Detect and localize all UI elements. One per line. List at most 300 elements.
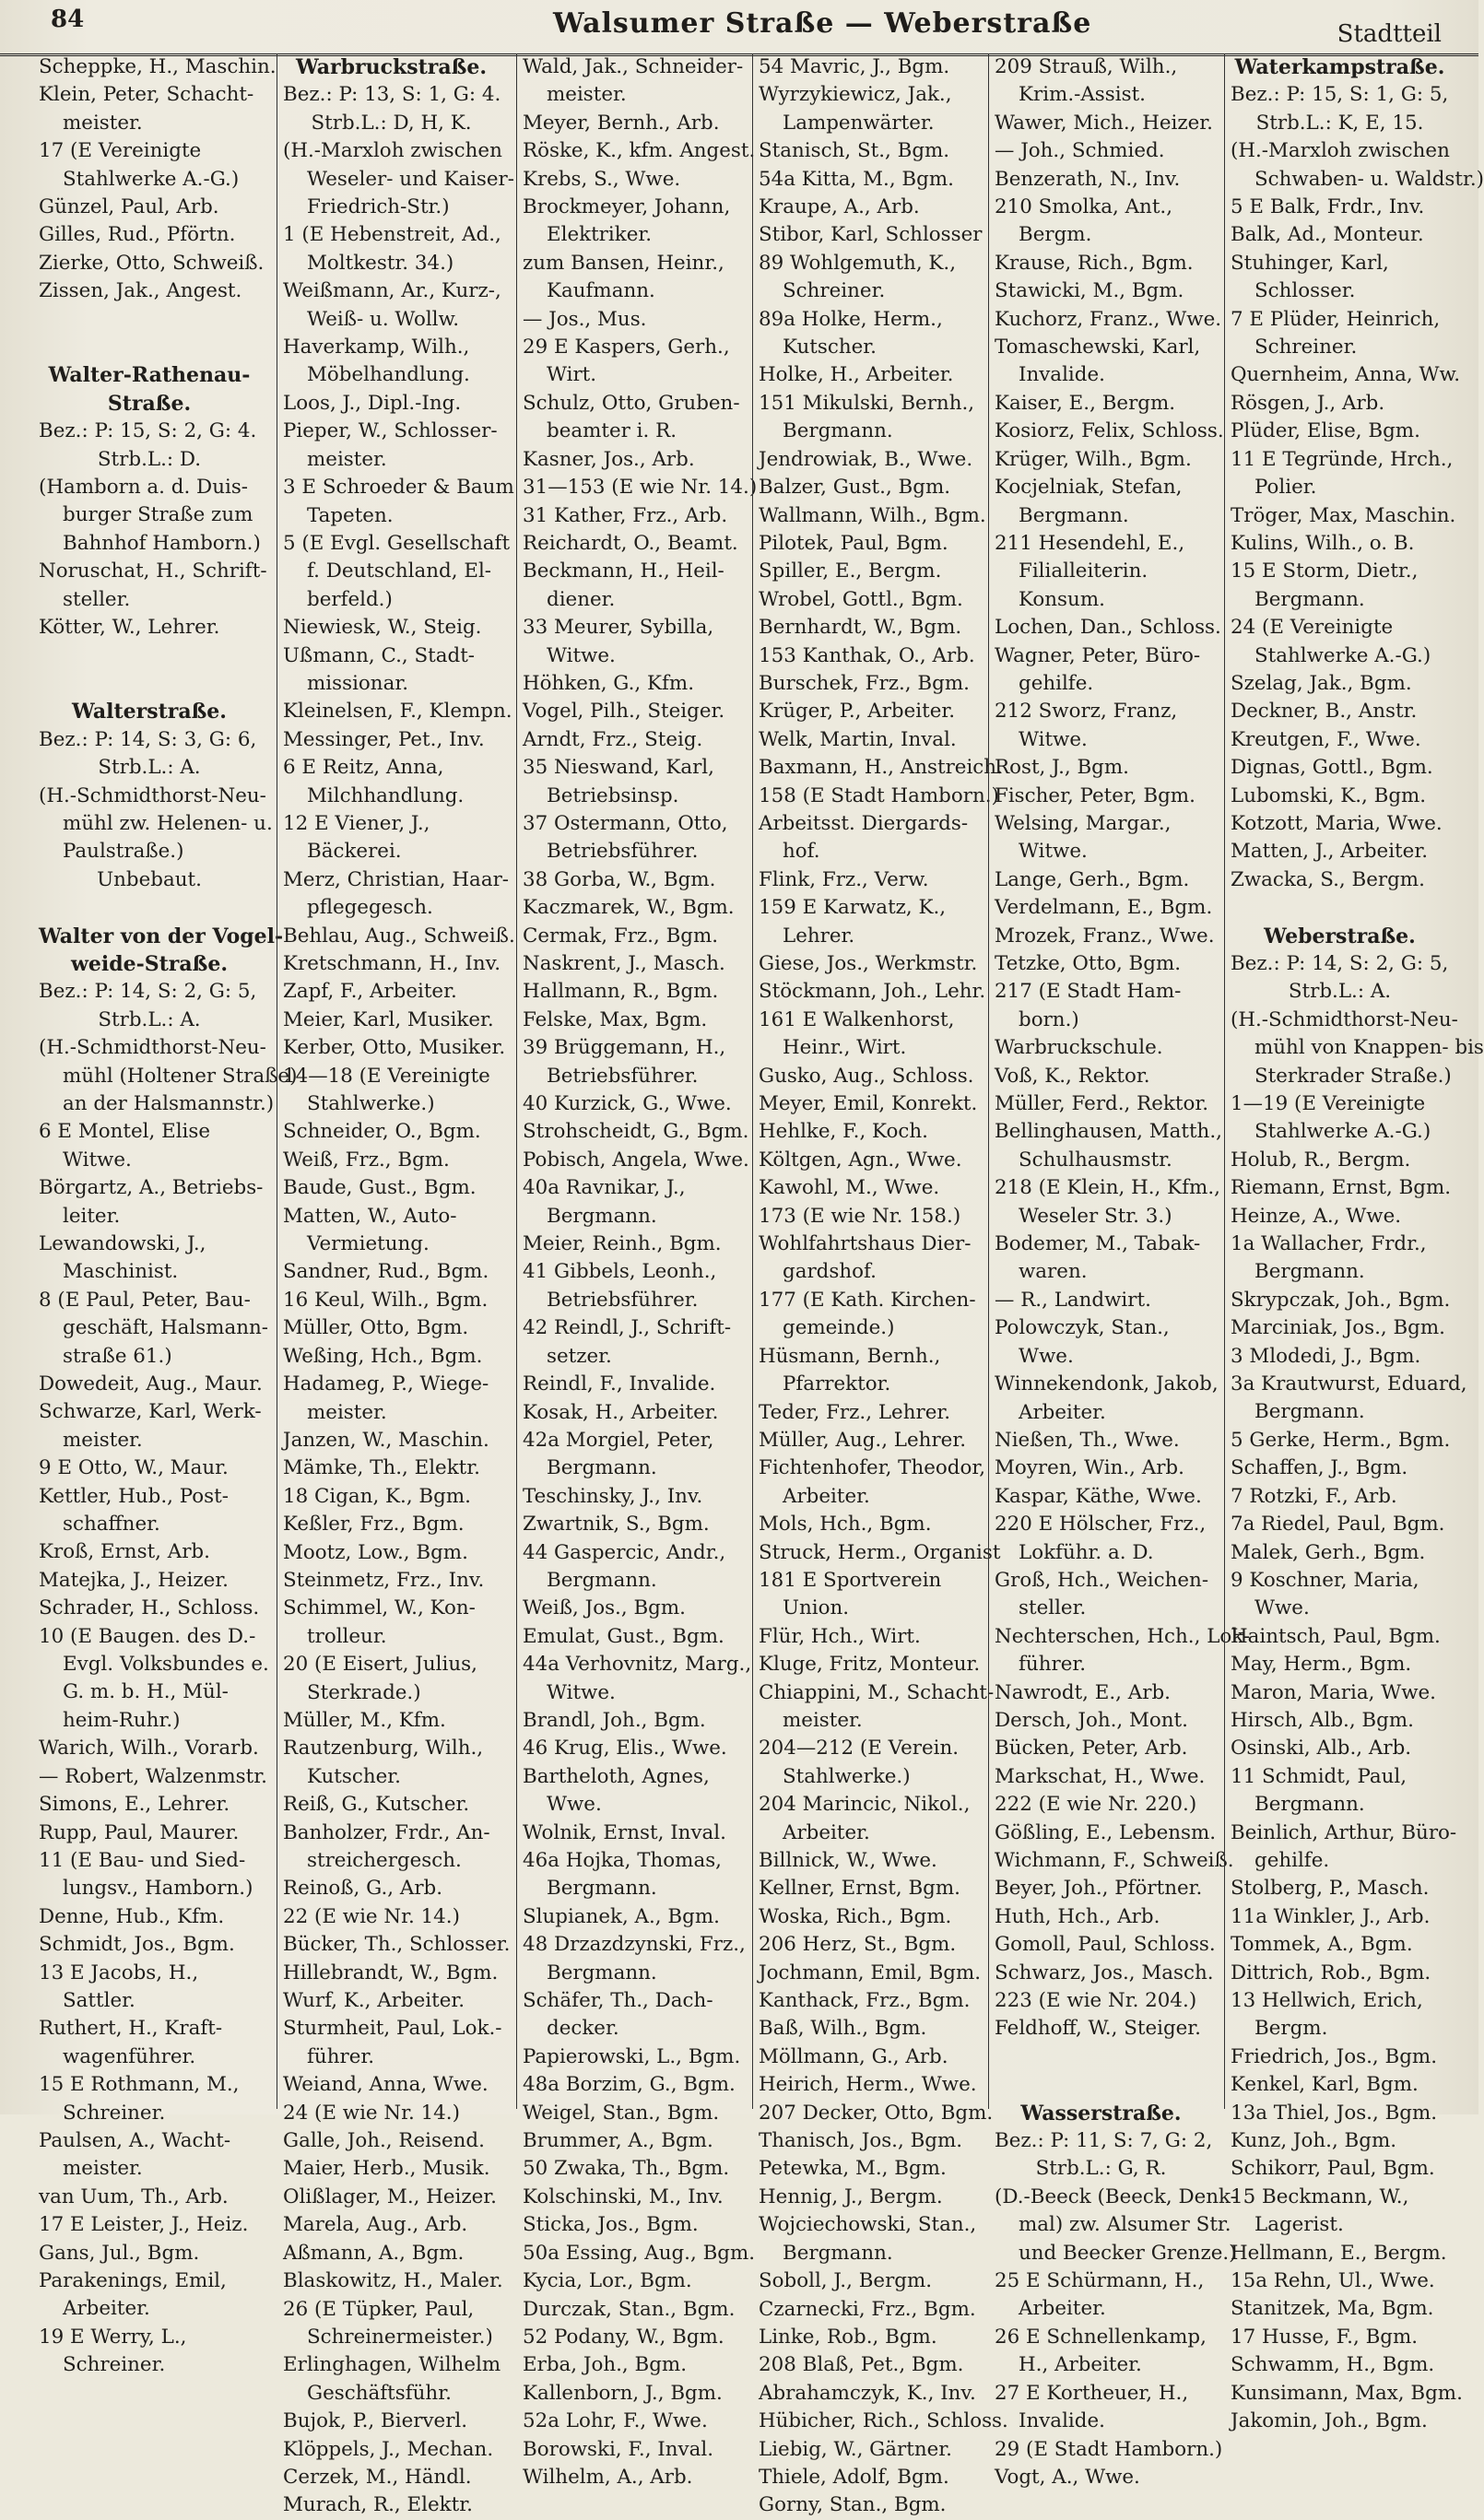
entry-line: Witwe. [63, 1148, 132, 1172]
entry-line: Reinoß, G., Arb. [283, 1877, 443, 1901]
entry-line: 3 Mlodedi, J., Bgm. [1231, 1344, 1421, 1368]
entry-line: Markschat, H., Wwe. [995, 1764, 1206, 1788]
entry-line: Teschinsky, J., Inv. [523, 1484, 703, 1508]
entry-line: Bodemer, M., Tabak- [995, 1232, 1201, 1256]
entry-line: mühl zw. Helenen- u. [63, 811, 273, 835]
entry-line: Weiß, Jos., Bgm. [523, 1596, 686, 1620]
entry-line: straße 61.) [63, 1344, 172, 1368]
entry-line: Woska, Rich., Bgm. [759, 1904, 952, 1928]
entry-line: Schmidt, Jos., Bgm. [39, 1933, 235, 1957]
entry-line: Költgen, Agn., Wwe. [759, 1148, 962, 1172]
entry-line: Bahnhof Hamborn.) [63, 531, 261, 555]
entry-line: Hübicher, Rich., Schloss. [759, 2409, 1008, 2433]
entry-line: (Hamborn a. d. Duis- [39, 476, 249, 500]
entry-line: Bartheloth, Agnes, [523, 1764, 710, 1788]
column-1 [33, 53, 298, 2377]
entry-line: Rupp, Paul, Maurer. [39, 1820, 240, 1844]
spacer [39, 306, 277, 334]
entry-line: Kasner, Jos., Arb. [523, 447, 695, 471]
entry-line: meister. [783, 1708, 863, 1732]
entry-line: Simons, E., Lehrer. [39, 1793, 230, 1817]
entry-line: Dersch, Joh., Mont. [995, 1708, 1188, 1732]
entry-line: Weigel, Stan., Bgm. [523, 2101, 720, 2125]
entry-line: Kaiser, E., Bergm. [995, 391, 1176, 415]
entry-line: Nechterschen, Hch., Lok- [995, 1624, 1251, 1648]
entry-line: Jochmann, Emil, Bgm. [759, 1961, 982, 1984]
entry-line: 10 (E Baugen. des D.- [39, 1624, 256, 1648]
entry-line: Bergmann. [1019, 503, 1129, 527]
entry-line: Baude, Gust., Bgm. [283, 1176, 477, 1200]
entry-line: 44 Gaspercic, Andr., [523, 1540, 726, 1564]
entry-line: 7 E Plüder, Heinrich, [1231, 307, 1441, 331]
entry-line: Kuchorz, Franz., Wwe. [995, 307, 1222, 331]
entry-line: (D.-Beeck (Beeck, Denk- [995, 2184, 1237, 2208]
entry-line: Kallenborn, J., Bgm. [523, 2381, 723, 2405]
entry-line: (H.-Marxloh zwischen [283, 139, 502, 163]
entry-line: 17 (E Vereinigte [39, 139, 202, 163]
entry-line: Verdelmann, E., Bgm. [995, 896, 1213, 920]
entry-line: Haverkamp, Wilh., [283, 336, 470, 359]
entry-line: Olißlager, M., Heizer. [283, 2184, 497, 2208]
entry-line: Friedrich, Jos., Bgm. [1231, 2044, 1438, 2068]
entry-line: Scheppke, H., Maschin. [39, 55, 277, 78]
entry-line: Bez.: P: 13, S: 1, G: 4. [283, 83, 501, 107]
entry-line: Aßmann, A., Bgm. [283, 2241, 465, 2265]
entry-line: Schlosser. [1254, 279, 1356, 303]
entry-line: Invalide. [1019, 363, 1105, 387]
entry-line: 208 Blaß, Pet., Bgm. [759, 2353, 964, 2377]
entry-line: Lokführ. a. D. [1019, 1540, 1154, 1564]
entry-line: 1a Wallacher, Frdr., [1231, 1232, 1427, 1256]
entry-line: Röske, K., kfm. Angest. [523, 139, 756, 163]
entry-line: Schneider, O., Bgm. [283, 1120, 481, 1144]
entry-line: 29 E Kaspers, Gerh., [523, 336, 730, 359]
entry-line: setzer. [547, 1344, 612, 1368]
entry-line: leiter. [63, 1204, 121, 1228]
entry-line: Bergmann. [547, 1961, 657, 1984]
entry-line: Haintsch, Paul, Bgm. [1231, 1624, 1441, 1648]
entry-line: 24 (E Vereinigte [1231, 616, 1394, 640]
entry-line: Schaffen, J., Bgm. [1231, 1456, 1408, 1480]
entry-line: Gilles, Rud., Pförtn. [39, 223, 236, 247]
entry-line: 9 Koschner, Maria, [1231, 1568, 1419, 1592]
entry-line: Geschäftsführ. [307, 2381, 452, 2405]
entry-line: Lewandowski, J., [39, 1231, 206, 1255]
entry-line: Sterkrader Straße.) [1254, 1064, 1452, 1088]
entry-line: Strb.L.: A. [1288, 980, 1392, 1004]
entry-line: Höhken, G., Kfm. [523, 671, 695, 695]
entry-line: Riemann, Ernst, Bgm. [1231, 1176, 1452, 1200]
entry-line: 11 Schmidt, Paul, [1231, 1764, 1407, 1788]
entry-line: 3 E Schroeder & Baum [283, 476, 514, 500]
entry-line: Naskrent, J., Masch. [523, 952, 725, 975]
entry-line: Krüger, Wilh., Bgm. [995, 447, 1192, 471]
entry-line: Thanisch, Jos., Bgm. [759, 2129, 963, 2153]
entry-line: Voß, K., Rektor. [995, 1064, 1150, 1088]
entry-line: — Jos., Mus. [523, 307, 647, 331]
entry-line: Kosak, H., Arbeiter. [523, 1400, 719, 1424]
entry-line: Brummer, A., Bgm. [523, 2129, 713, 2153]
entry-line: Bücken, Peter, Arb. [995, 1737, 1188, 1760]
entry-line: Sandner, Rud., Bgm. [283, 1260, 489, 1284]
entry-line: Schwamm, H., Bgm. [1231, 2353, 1435, 2377]
entry-line: Erba, Joh., Bgm. [523, 2353, 688, 2377]
entry-line: Wald, Jak., Schneider- [523, 55, 744, 78]
column-2 [277, 53, 516, 2517]
entry-line: Wurf, K., Arbeiter. [283, 1989, 465, 2013]
entry-line: 223 (E wie Nr. 204.) [995, 1989, 1197, 2013]
entry-line: Bujok, P., Bierverl. [283, 2409, 468, 2433]
entry-line: Müller, Otto, Bgm. [283, 1316, 469, 1340]
entry-line: Messinger, Pet., Inv. [283, 727, 485, 751]
entry-line: gehilfe. [1254, 1848, 1330, 1872]
entry-line: Konsum. [1019, 587, 1105, 611]
entry-line: Schwarz, Jos., Masch. [995, 1961, 1214, 1984]
entry-line: Schimmel, W., Kon- [283, 1596, 476, 1620]
entry-line: Kosiorz, Felix, Schloss. [995, 419, 1224, 443]
entry-line: 89 Wohlgemuth, K., [759, 251, 957, 275]
entry-line: 27 E Kortheuer, H., [995, 2381, 1189, 2405]
entry-line: Kraupe, A., Arb. [759, 195, 920, 219]
entry-line: Krause, Rich., Bgm. [995, 251, 1194, 275]
entry-line: 54 Mavric, J., Bgm. [759, 55, 950, 78]
spacer [995, 2043, 1224, 2071]
entry-line: Tomaschewski, Karl, [995, 336, 1201, 359]
entry-line: Tetzke, Otto, Bgm. [995, 952, 1182, 975]
entry-line: 12 E Viener, J., [283, 811, 430, 835]
entry-line: gardshof. [783, 1260, 877, 1284]
entry-line: Moyren, Win., Arb. [995, 1456, 1184, 1480]
entry-line: Kaufmann. [547, 279, 655, 303]
entry-line: Brockmeyer, Johann, [523, 195, 731, 219]
entry-line: Heinr., Wirt. [783, 1036, 907, 1060]
entry-line: Malek, Gerh., Bgm. [1231, 1540, 1426, 1564]
entry-line: Dittrich, Rob., Bgm. [1231, 1961, 1431, 1984]
entry-line: 48a Borzim, G., Bgm. [523, 2073, 736, 2097]
entry-line: 9 E Otto, W., Maur. [39, 1456, 229, 1480]
entry-line: 15 E Rothmann, M., [39, 2073, 240, 2097]
entry-line: Kötter, W., Lehrer. [39, 616, 220, 640]
entry-line: 5 (E Evgl. Gesellschaft [283, 531, 511, 555]
entry-line: Hirsch, Alb., Bgm. [1231, 1708, 1414, 1732]
entry-line: 39 Brüggemann, H., [523, 1036, 726, 1060]
entry-line: Kreutgen, F., Wwe. [1231, 727, 1421, 751]
entry-line: Bücker, Th., Schlosser. [283, 1933, 511, 1957]
entry-line: 159 E Karwatz, K., [759, 896, 947, 920]
entry-line: 7 Rotzki, F., Arb. [1231, 1484, 1397, 1508]
entry-line: 13a Thiel, Jos., Bgm. [1231, 2101, 1438, 2125]
entry-line: Meyer, Emil, Konrekt. [759, 1092, 978, 1116]
entry-line: Hehlke, F., Koch. [759, 1120, 928, 1144]
entry-line: Kotzott, Maria, Wwe. [1231, 811, 1443, 835]
entry-line: Sterkrade.) [307, 1680, 421, 1704]
entry-line: Struck, Herm., Organist [759, 1540, 1001, 1564]
entry-line: Wirt. [547, 363, 597, 387]
entry-line: Flink, Frz., Verw. [759, 867, 929, 891]
entry-line: meister. [307, 447, 387, 471]
entry-line: Elektriker. [547, 223, 653, 247]
entry-line: Stahlwerke.) [783, 1764, 911, 1788]
entry-line: Zapf, F., Arbeiter. [283, 980, 457, 1004]
entry-line: Bergmann. [783, 2241, 893, 2265]
entry-line: Betriebsführer. [547, 1288, 699, 1312]
entry-line: Brandl, Joh., Bgm. [523, 1708, 706, 1732]
entry-line: 13 E Jacobs, H., [39, 1961, 199, 1984]
entry-line: Bergmann. [1254, 1260, 1365, 1284]
entry-line: Marciniak, Jos., Bgm. [1231, 1316, 1445, 1340]
entry-line: meister. [307, 1400, 387, 1424]
entry-line: Szelag, Jak., Bgm. [1231, 671, 1412, 695]
entry-line: Müller, Ferd., Rektor. [995, 1092, 1209, 1116]
entry-line: mühl (Holtener Straße) [63, 1064, 298, 1088]
entry-line: Flür, Hch., Wirt. [759, 1624, 921, 1648]
entry-line: 11 E Tegründe, Hrch., [1231, 447, 1454, 471]
entry-line: 17 Husse, F., Bgm. [1231, 2325, 1419, 2349]
entry-line: Pilotek, Paul, Bgm. [759, 531, 948, 555]
entry-line: Kunsimann, Max, Bgm. [1231, 2381, 1463, 2405]
entry-line: 206 Herz, St., Bgm. [759, 1933, 957, 1957]
entry-line: hof. [783, 840, 820, 864]
entry-line: Dowedeit, Aug., Maur. [39, 1372, 263, 1396]
entry-line: gemeinde.) [783, 1316, 895, 1340]
entry-line: 173 (E wie Nr. 158.) [759, 1204, 961, 1228]
entry-line: Gößling, E., Lebensm. [995, 1820, 1217, 1844]
entry-line: 48 Drzazdzynski, Frz., [523, 1933, 746, 1957]
entry-line: f. Deutschland, El- [307, 559, 492, 583]
entry-line: Borowski, F., Inval. [523, 2437, 714, 2461]
entry-line: May, Herm., Bgm. [1231, 1653, 1412, 1677]
entry-line: Evgl. Volksbundes e. [63, 1653, 269, 1677]
entry-line: 16 Keul, Wilh., Bgm. [283, 1288, 489, 1312]
entry-line: Stahlwerke.) [307, 1092, 435, 1116]
entry-line: Hadameg, P., Wiege- [283, 1372, 489, 1396]
entry-line: — Robert, Walzenmstr. [39, 1764, 267, 1788]
entry-line: Schreiner. [63, 2353, 166, 2377]
entry-line: Beckmann, H., Heil- [523, 559, 724, 583]
entry-line: waren. [1019, 1260, 1088, 1284]
entry-line: Nawrodt, E., Arb. [995, 1680, 1171, 1704]
page-title: Walsumer Straße — Weberstraße [553, 7, 1092, 40]
entry-line: Soboll, J., Bergm. [759, 2269, 933, 2293]
entry-line: 5 E Balk, Frdr., Inv. [1231, 195, 1425, 219]
entry-line: an der Halsmannstr.) [63, 1091, 275, 1115]
entry-line: 210 Smolka, Ant., [995, 195, 1173, 219]
entry-line: Kocjelniak, Stefan, [995, 476, 1183, 500]
entry-line: 11a Winkler, J., Arb. [1231, 1904, 1431, 1928]
entry-line: Moltkestr. 34.) [307, 251, 454, 275]
entry-line: Lange, Gerh., Bgm. [995, 867, 1190, 891]
entry-line: 204—212 (E Verein. [759, 1737, 960, 1760]
entry-line: 29 (E Stadt Hamborn.) [995, 2437, 1223, 2461]
entry-line: Beyer, Joh., Pförtner. [995, 1877, 1203, 1901]
entry-line: Balk, Ad., Monteur. [1231, 223, 1424, 247]
spacer [1231, 894, 1466, 922]
entry-line: Deckner, B., Anstr. [1231, 700, 1418, 724]
entry-line: Schrader, H., Schloss. [39, 1596, 260, 1620]
entry-line: Kluge, Fritz, Monteur. [759, 1653, 981, 1677]
entry-line: Niewiesk, W., Steig. [283, 616, 482, 640]
entry-line: Zwacka, S., Bergm. [1231, 867, 1425, 891]
entry-line: Dignas, Gottl., Bgm. [1231, 756, 1433, 780]
street-heading: Walter-Rathenau- [48, 363, 251, 388]
entry-line: 19 E Werry, L., [39, 2325, 187, 2349]
entry-line: Janzen, W., Maschin. [283, 1428, 489, 1452]
entry-line: 204 Marincic, Nikol., [759, 1793, 971, 1817]
entry-line: Schwarze, Karl, Werk- [39, 1400, 262, 1424]
entry-line: Stahlwerke A.-G.) [1254, 1120, 1431, 1144]
entry-line: Plüder, Elise, Bgm. [1231, 419, 1420, 443]
entry-line: Warbruckschule. [995, 1036, 1163, 1060]
entry-line: 20 (E Eisert, Julius, [283, 1653, 477, 1677]
entry-line: Vogel, Pilh., Steiger. [523, 700, 725, 724]
entry-line: Merz, Christian, Haar- [283, 867, 510, 891]
entry-line: Kretschmann, H., Inv. [283, 952, 501, 975]
entry-line: — Joh., Schmied. [995, 139, 1165, 163]
spacer [39, 334, 277, 361]
entry-line: Hillebrandt, W., Bgm. [283, 1961, 499, 1984]
entry-line: Müller, Aug., Lehrer. [759, 1428, 967, 1452]
entry-line: 15a Rehn, Ul., Wwe. [1231, 2269, 1435, 2293]
entry-line: Jakomin, Joh., Bgm. [1231, 2409, 1428, 2433]
entry-line: Holub, R., Bergm. [1231, 1148, 1411, 1172]
entry-line: 18 Cigan, K., Bgm. [283, 1484, 471, 1508]
entry-line: Weiß- u. Wollw. [307, 307, 460, 331]
entry-line: 1 (E Hebenstreit, Ad., [283, 223, 501, 247]
entry-line: Linke, Rob., Bgm. [759, 2325, 937, 2349]
entry-line: Kutscher. [307, 1764, 401, 1788]
entry-line: Cerzek, M., Händl. [283, 2465, 472, 2489]
entry-line: Meier, Reinh., Bgm. [523, 1232, 722, 1256]
entry-line: Klöppels, J., Mechan. [283, 2437, 494, 2461]
entry-line: Bergm. [1019, 223, 1092, 247]
page-number: 84 [51, 6, 85, 33]
entry-line: 44a Verhovnitz, Marg., [523, 1653, 752, 1677]
entry-line: Vermietung. [307, 1232, 430, 1256]
entry-line: Billnick, W., Wwe. [759, 1849, 937, 1872]
entry-line: Bergmann. [547, 1456, 657, 1480]
entry-line: Matejka, J., Heizer. [39, 1568, 229, 1592]
entry-line: Jendrowiak, B., Wwe. [759, 447, 973, 471]
entry-line: Tröger, Max, Maschin. [1231, 503, 1456, 527]
entry-line: Rost, J., Bgm. [995, 756, 1129, 780]
entry-line: Wagner, Peter, Büro- [995, 643, 1201, 667]
street-heading: Wasserstraße. [1020, 2101, 1182, 2126]
entry-line: Möbelhandlung. [307, 363, 470, 387]
entry-line: Osinski, Alb., Arb. [1231, 1737, 1412, 1760]
entry-line: Zissen, Jak., Angest. [39, 279, 242, 303]
entry-line: 24 (E wie Nr. 14.) [283, 2101, 460, 2125]
entry-line: Stöckmann, Joh., Lehr. [759, 980, 986, 1004]
entry-line: Ußmann, C., Stadt- [283, 643, 476, 667]
entry-line: Strb.L.: G, R. [1035, 2157, 1167, 2181]
entry-line: Tapeten. [307, 503, 394, 527]
entry-line: Schreiner. [783, 279, 886, 303]
entry-line: Wwe. [1019, 1344, 1074, 1368]
page-header [0, 0, 1478, 56]
entry-line: 40 Kurzick, G., Wwe. [523, 1092, 732, 1116]
entry-line: Hallmann, R., Bgm. [523, 980, 719, 1004]
entry-line: Erlinghagen, Wilhelm [283, 2353, 501, 2377]
entry-line: Strohscheidt, G., Bgm. [523, 1120, 749, 1144]
entry-line: Paulstraße.) [63, 840, 184, 864]
entry-line: Stawicki, M., Bgm. [995, 279, 1184, 303]
entry-line: und Beecker Grenze.) [1019, 2241, 1237, 2265]
entry-line: Witwe. [547, 1680, 616, 1704]
entry-line: Müller, M., Kfm. [283, 1708, 446, 1732]
entry-line: Rautzenburg, Wilh., [283, 1737, 484, 1760]
entry-line: Galle, Joh., Reisend. [283, 2129, 485, 2153]
entry-line: Denne, Hub., Kfm. [39, 1904, 225, 1928]
entry-line: Wrobel, Gottl., Bgm. [759, 587, 963, 611]
entry-line: beamter i. R. [547, 419, 677, 443]
entry-line: Giese, Jos., Werkmstr. [759, 952, 978, 975]
entry-line: Betriebsinsp. [547, 783, 679, 807]
entry-line: Tommek, A., Bgm. [1231, 1933, 1413, 1957]
entry-line: Krüger, P., Arbeiter. [759, 700, 956, 724]
entry-line: Ruthert, H., Kraft- [39, 2017, 223, 2041]
entry-line: Arbeitsst. Diergards- [759, 811, 969, 835]
entry-line: 209 Strauß, Wilh., [995, 55, 1178, 78]
entry-line: 46a Hojka, Thomas, [523, 1849, 722, 1872]
entry-line: Heirich, Herm., Wwe. [759, 2073, 977, 2097]
entry-line: Unbebaut. [97, 867, 202, 891]
entry-line: 26 E Schnellenkamp, [995, 2325, 1207, 2349]
entry-line: Lehrer. [783, 924, 855, 948]
entry-line: Murach, R., Elektr. [283, 2493, 473, 2517]
entry-line: Stahlwerke A.-G.) [63, 167, 240, 191]
entry-line: Maschinist. [63, 1260, 179, 1284]
entry-line: (H.-Marxloh zwischen [1231, 139, 1450, 163]
entry-line: Bez.: P: 11, S: 7, G: 2, [995, 2129, 1213, 2153]
entry-line: Stanisch, St., Bgm. [759, 139, 950, 163]
entry-line: steller. [63, 587, 131, 611]
entry-line: Kanthack, Frz., Bgm. [759, 1989, 971, 2013]
entry-line: Friedrich-Str.) [307, 195, 450, 219]
entry-line: Teder, Frz., Lehrer. [759, 1400, 951, 1424]
entry-line: G. m. b. H., Mül- [63, 1680, 229, 1704]
entry-line: Polier. [1254, 476, 1317, 500]
entry-line: Wohlfahrtshaus Dier- [759, 1232, 972, 1256]
entry-line: Pobisch, Angela, Wwe. [523, 1148, 749, 1172]
entry-line: 52 Podany, W., Bgm. [523, 2325, 724, 2349]
entry-line: Cermak, Frz., Bgm. [523, 924, 719, 948]
entry-line: 207 Decker, Otto, Bgm. [759, 2101, 994, 2125]
entry-line: führer. [307, 2044, 375, 2068]
entry-line: Schikorr, Paul, Bgm. [1231, 2157, 1435, 2181]
entry-line: Banholzer, Frdr., An- [283, 1820, 490, 1844]
entry-line: Abrahamczyk, K., Inv. [759, 2381, 976, 2405]
entry-line: burger Straße zum [63, 503, 253, 527]
entry-line: Hellmann, E., Bergm. [1231, 2241, 1447, 2265]
entry-line: 211 Hesendehl, E., [995, 531, 1185, 555]
entry-line: Durczak, Stan., Bgm. [523, 2297, 736, 2321]
entry-line: diener. [547, 587, 616, 611]
entry-line: meister. [63, 111, 143, 135]
entry-line: Thiele, Adolf, Bgm. [759, 2465, 949, 2489]
entry-line: Bez.: P: 14, S: 3, G: 6, [39, 727, 257, 751]
entry-line: Felske, Max, Bgm. [523, 1007, 708, 1031]
entry-line: 46 Krug, Elis., Wwe. [523, 1737, 727, 1760]
entry-line: Balzer, Gust., Bgm. [759, 476, 951, 500]
entry-line: Kycia, Lor., Bgm. [523, 2269, 692, 2293]
entry-line: Pieper, W., Schlosser- [283, 419, 498, 443]
entry-line: Bergmann. [783, 419, 893, 443]
entry-line: Spiller, E., Bergm. [759, 559, 942, 583]
entry-line: Emulat, Gust., Bgm. [523, 1624, 724, 1648]
column-3 [516, 53, 758, 2489]
entry-line: 17 E Leister, J., Heiz. [39, 2213, 249, 2237]
entry-line: Kleinelsen, F., Klempn. [283, 700, 512, 724]
